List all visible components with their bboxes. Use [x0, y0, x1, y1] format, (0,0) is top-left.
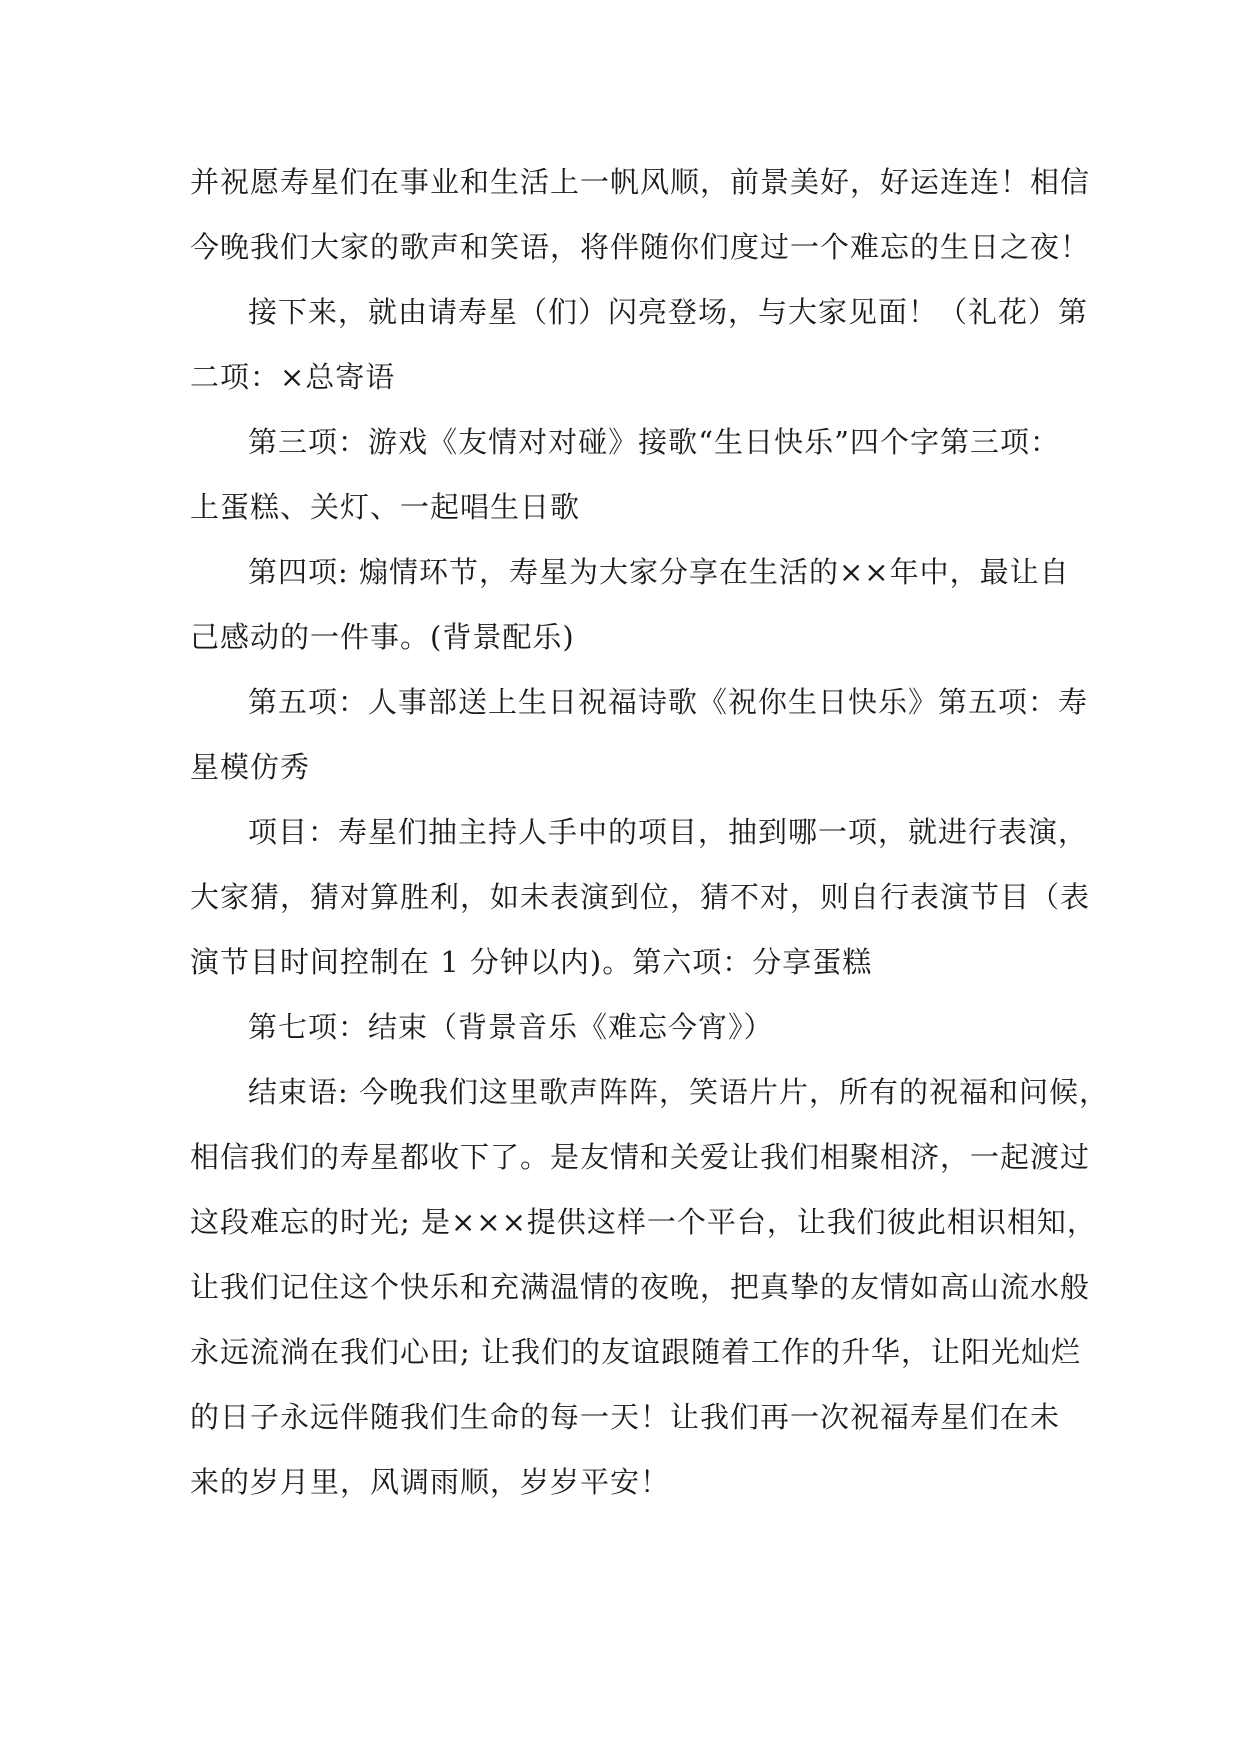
paragraph-closing	[190, 1060, 1109, 1515]
text-line: 今晚我们大家的歌声和笑语，将伴随你们度过一个难忘的生日之夜！	[190, 230, 1091, 264]
text-line: 相信我们的寿星都收下了。是友情和关爱让我们相聚相济，一起渡过	[190, 1140, 1091, 1174]
paragraph-item-4	[190, 540, 1070, 670]
text-line: 第五项：人事部送上生日祝福诗歌《祝你生日快乐》第五项：寿	[248, 685, 1089, 719]
paragraph-blessing	[190, 150, 1091, 280]
paragraph-item-2	[190, 280, 1089, 410]
text-line: 演节目时间控制在 1 分钟以内)。第六项：分享蛋糕	[190, 945, 873, 979]
paragraph-item-7	[190, 995, 1060, 1060]
text-line: 来的岁月里，风调雨顺，岁岁平安！	[190, 1465, 671, 1499]
text-line: 第三项：游戏《友情对对碰》接歌“生日快乐”四个字第三项：	[248, 425, 1060, 459]
text-line: 让我们记住这个快乐和充满温情的夜晚，把真挚的友情如高山流水般	[190, 1270, 1091, 1304]
text-line: 第七项：结束（背景音乐《难忘今宵》）	[248, 1010, 774, 1044]
text-line: 接下来，就由请寿星（们）闪亮登场，与大家见面！（礼花）第	[248, 295, 1089, 329]
paragraph-item-5	[190, 670, 1089, 800]
paragraph-project	[190, 800, 1091, 995]
text-line: 第四项: 煽情环节，寿星为大家分享在生活的××年中，最让自	[248, 555, 1070, 589]
text-line: 永远流淌在我们心田; 让我们的友谊跟随着工作的升华，让阳光灿烂	[190, 1335, 1081, 1369]
text-line: 结束语: 今晚我们这里歌声阵阵，笑语片片，所有的祝福和问候，	[248, 1075, 1109, 1109]
paragraph-item-3	[190, 410, 1060, 540]
text-line: 项目：寿星们抽主持人手中的项目，抽到哪一项，就进行表演，	[248, 815, 1089, 849]
text-line: 的日子永远伴随我们生命的每一天！让我们再一次祝福寿星们在未	[190, 1400, 1061, 1434]
text-line: 这段难忘的时光; 是×××提供这样一个平台，让我们彼此相识相知，	[190, 1205, 1097, 1239]
document-body	[190, 150, 1109, 1515]
text-line: 二项：×总寄语	[190, 360, 396, 394]
text-line: 己感动的一件事。(背景配乐)	[190, 620, 575, 654]
text-line: 上蛋糕、关灯、一起唱生日歌	[190, 490, 581, 524]
text-line: 并祝愿寿星们在事业和生活上一帆风顺，前景美好，好运连连！相信	[190, 165, 1091, 199]
text-line: 大家猜，猜对算胜利，如未表演到位，猜不对，则自行表演节目（表	[190, 880, 1091, 914]
text-line: 星模仿秀	[190, 750, 311, 784]
